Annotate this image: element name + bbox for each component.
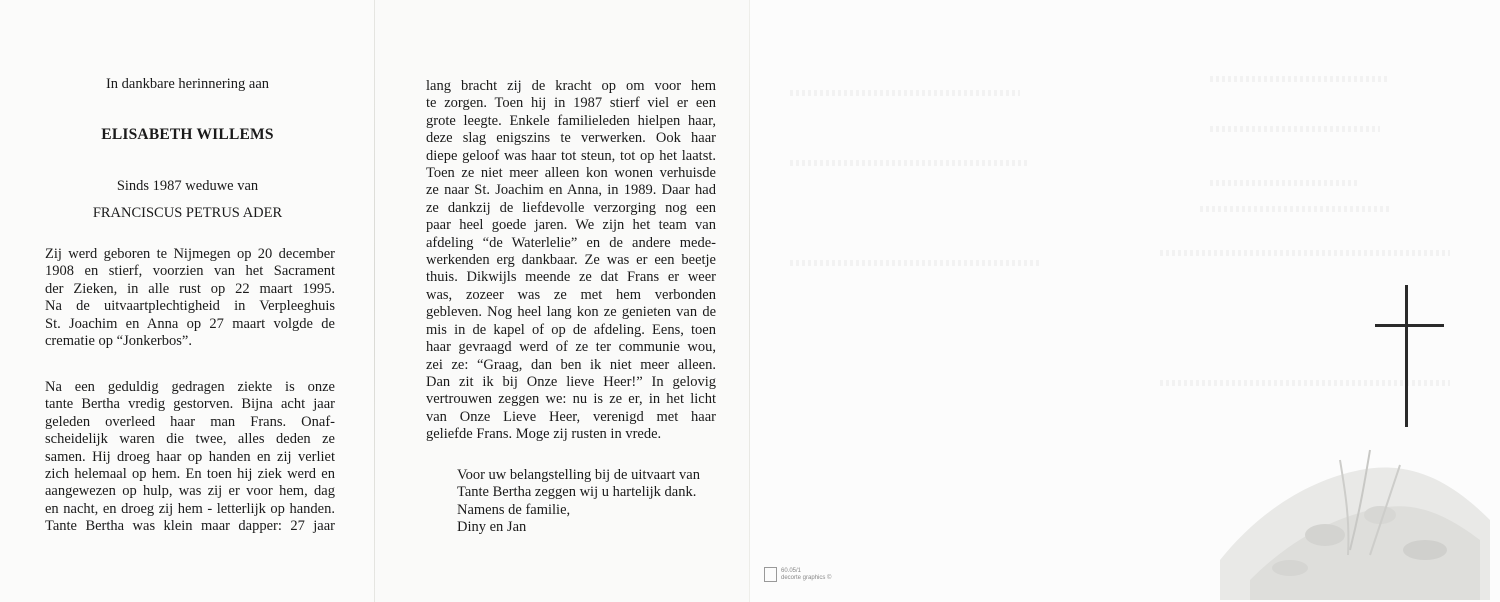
text-line: deze slag enigszins te verwerken. Ook haar [426, 130, 716, 147]
text-line: Na de uitvaartplechtigheid in Verpleeghuis [45, 298, 335, 315]
text-line: samen. Hij droeg haar op handen en zij verliet [45, 448, 335, 465]
text-line: thuis. Dikwijls meende ze dat Frans er weer [426, 269, 716, 286]
card-panel-middle [375, 0, 750, 602]
text-line: afdeling “de Waterlelie” en de andere mede- [426, 234, 716, 251]
signature-names: Diny en Jan [457, 519, 527, 536]
obituary-paragraph-2 [45, 379, 335, 536]
show-through-text [1210, 180, 1360, 186]
text-line: ze dankzij de liefdevolle verzorging nog een [426, 199, 716, 216]
text-line: grote leegte. Enkele familieleden hielpen haar, [426, 112, 716, 129]
text-line: 1908 en stierf, voorzien van het Sacrament [45, 263, 335, 280]
text-line: Toen ze niet meer alleen kon wonen verhuisde [426, 165, 716, 182]
card-panel-cover [750, 0, 1500, 602]
text-line: geleden overleed haar man Frans. Onaf- [45, 413, 335, 430]
printer-name: decorte graphics © [781, 574, 832, 581]
text-line: ze naar St. Joachim en Anna, in 1989. Daar had [426, 182, 716, 199]
text-line: geliefde Frans. Moge zij rusten in vrede. [426, 426, 662, 443]
show-through-text [1210, 76, 1390, 82]
text-line: diepe geloof was haar tot steun, tot op het laatst. [426, 147, 716, 164]
text-line: Tante Bertha was klein maar dapper: 27 jaar [45, 518, 335, 535]
obituary-paragraph-3 [426, 78, 716, 444]
show-through-text [1160, 250, 1450, 256]
printer-logo-icon [764, 567, 777, 582]
text-line: zich helemaal op hem. En toen hij ziek werd en [45, 466, 335, 483]
text-line: haar gevraagd werd of ze ter communie wou, [426, 339, 716, 356]
text-line: paar heel goede jaren. We zijn het team van [426, 217, 716, 234]
floral-decoration-icon [1220, 440, 1490, 600]
text-line: St. Joachim en Anna op 27 maart volgde de [45, 315, 335, 332]
cross-icon [1370, 280, 1450, 432]
card-panel-left [0, 0, 375, 602]
show-through-text [790, 160, 1030, 166]
show-through-text [790, 260, 1040, 266]
text-line: was, zozeer was ze met hem verbonden [426, 286, 716, 303]
text-line: der Zieken, in alle rust op 22 maart 1995. [45, 280, 335, 297]
text-line: en nacht, en droeg zij hem - letterlijk op handen. [45, 500, 335, 517]
text-line: gebleven. Nog heel lang kon ze genieten van de [426, 304, 716, 321]
text-line: Na een geduldig gedragen ziekte is onze [45, 379, 335, 395]
family-line: Namens de familie, [457, 501, 571, 518]
text-line: lang bracht zij de kracht op om voor hem [426, 78, 716, 94]
thanks-line: Tante Bertha zeggen wij u hartelijk dank. [457, 484, 697, 501]
show-through-text [1210, 126, 1380, 132]
text-line: vertrouwen zeggen we: nu is ze er, in het licht [426, 391, 716, 408]
thanks-block [457, 467, 700, 537]
text-line: aangewezen op hulp, was zij er voor hem, dag [45, 483, 335, 500]
widow-line: Sinds 1987 weduwe van [116, 178, 259, 194]
spouse-name: FRANCISCUS PETRUS ADER [92, 205, 283, 221]
text-line: werkenden erg dankbaar. Ze was er een beetje [426, 252, 716, 269]
show-through-text [790, 90, 1020, 96]
text-line: te zorgen. Toen hij in 1987 stierf viel er een [426, 95, 716, 112]
obituary-paragraph-1 [45, 246, 335, 350]
printer-logo [764, 567, 831, 582]
text-line: tante Bertha vredig gestorven. Bijna acht jaar [45, 396, 335, 413]
text-line: van Onze Lieve Heer, verenigd met haar [426, 408, 716, 425]
text-line: Dan zit ik bij Onze lieve Heer!” In gelovig [426, 373, 716, 390]
printer-code: 60.05/1 [781, 567, 802, 574]
text-line: Zij werd geboren te Nijmegen op 20 december [45, 246, 335, 262]
text-line: zei ze: “Graag, dan ben ik niet meer alleen. [426, 356, 716, 373]
thanks-line: Voor uw belangstelling bij de uitvaart van [457, 467, 700, 483]
show-through-text [1200, 206, 1390, 212]
deceased-name: ELISABETH WILLEMS [101, 126, 274, 143]
text-line: scheidelijk waren die twee, alles deden ze [45, 431, 335, 448]
text-line: mis in de kapel of op de afdeling. Eens, toen [426, 321, 716, 338]
text-line: crematie op “Jonkerbos”. [45, 333, 192, 350]
header-text: In dankbare herinnering aan [105, 76, 270, 92]
